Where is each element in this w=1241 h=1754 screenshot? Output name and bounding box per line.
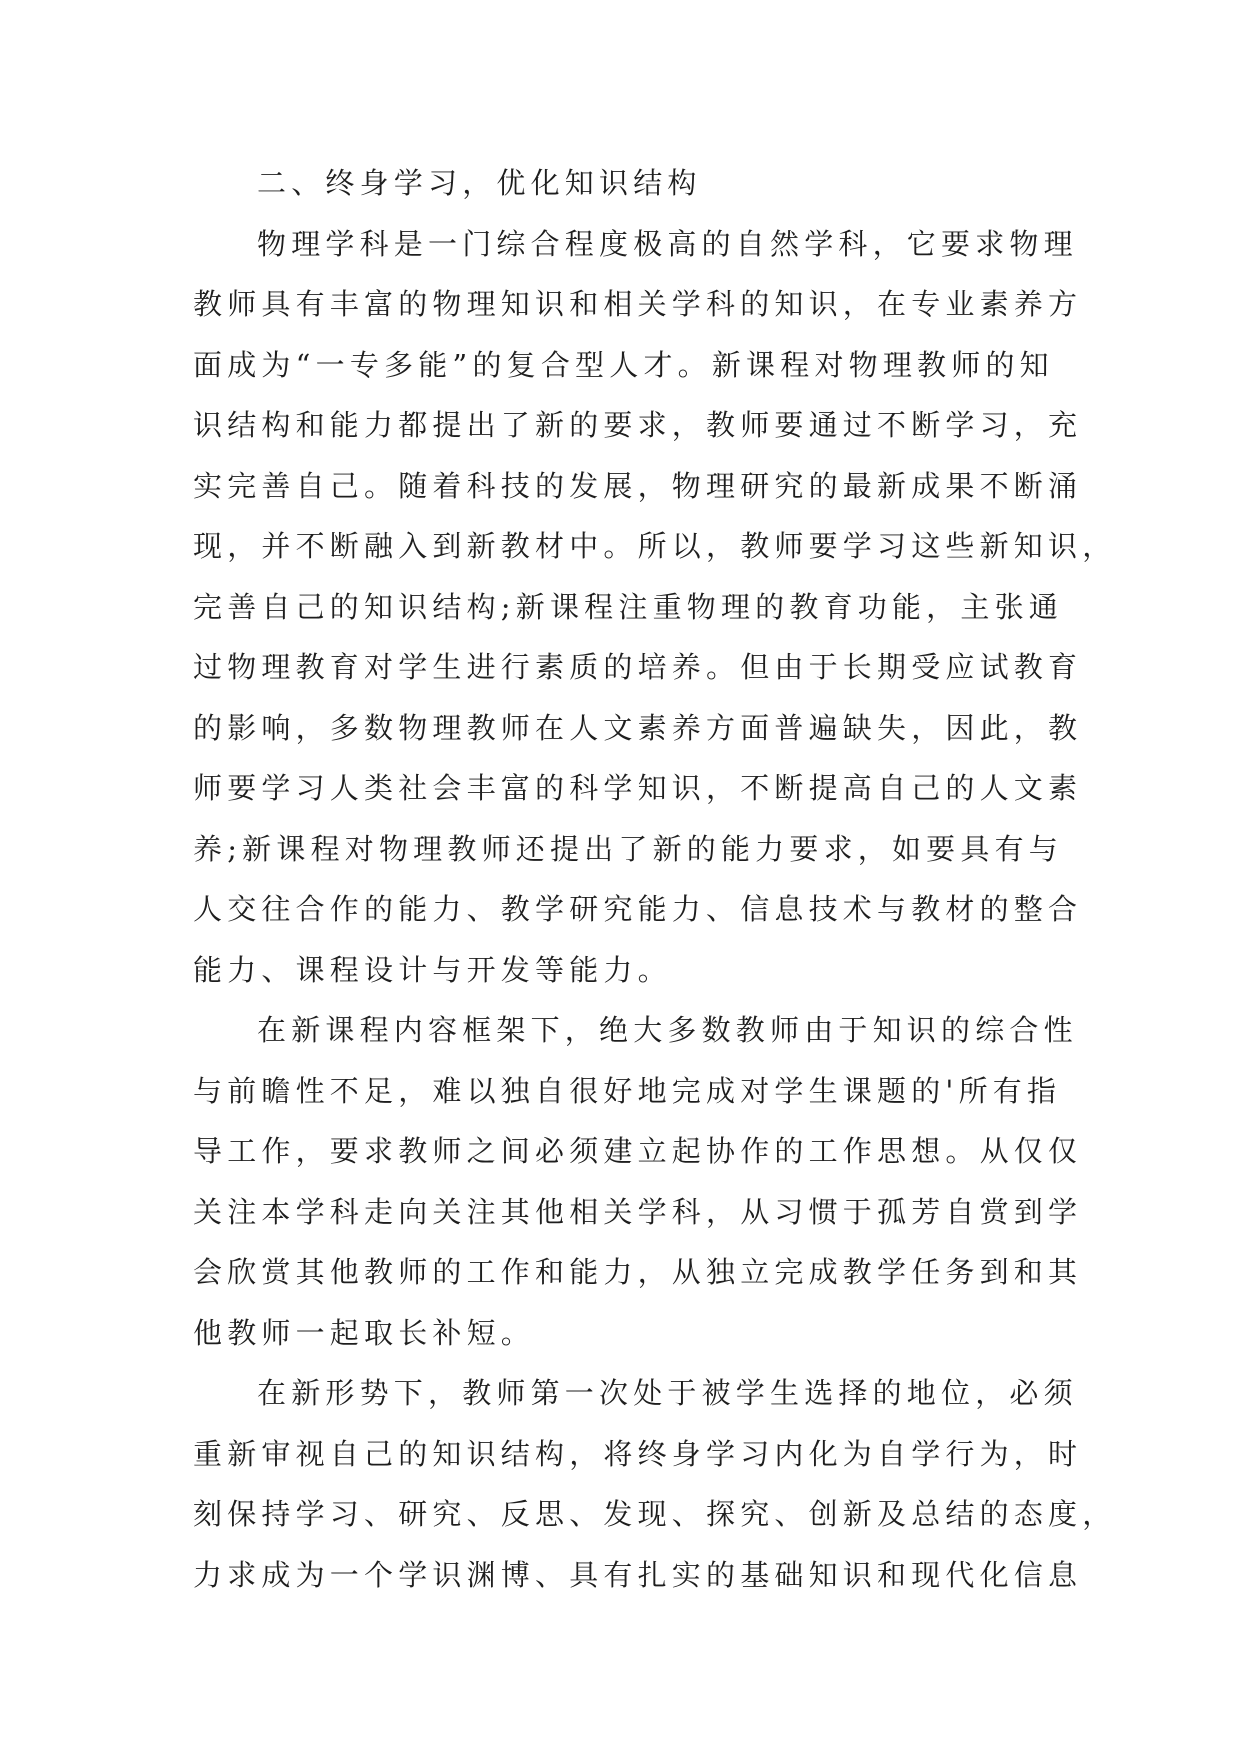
paragraph-2-line-2: 与前瞻性不足，难以独自很好地完成对学生课题的'所有指 [193,1073,1062,1108]
paragraph-2-line-6: 他教师一起取长补短。 [193,1315,536,1350]
paragraph-1-line-5: 实完善自己。随着科技的发展，物理研究的最新成果不断涌 [193,468,1083,503]
paragraph-2-line-5: 会欣赏其他教师的工作和能力，从独立完成教学任务到和其 [193,1255,1083,1289]
paragraph-1-line-3: 面成为“一专多能”的复合型人才。新课程对物理教师的知 [193,347,1054,382]
paragraph-1-line-13: 能力、课程设计与开发等能力。 [193,952,672,987]
paragraph-1-line-2: 教师具有丰富的物理知识和相关学科的知识，在专业素养方 [193,287,1083,321]
paragraph-3-line-1: 在新形势下，教师第一次处于被学生选择的地位，必须 [257,1376,1078,1410]
paragraph-1-line-11: 养;新课程对物理教师还提出了新的能力要求，如要具有与 [193,831,1063,866]
paragraph-1-line-1: 物理学科是一门综合程度极高的自然学科，它要求物理 [257,226,1078,261]
paragraph-1-line-10: 师要学习人类社会丰富的科学知识，不断提高自己的人文素 [193,771,1083,805]
paragraph-2-line-4: 关注本学科走向关注其他相关学科，从习惯于孤芳自赏到学 [193,1194,1083,1229]
section-heading: 二、终身学习，优化知识结构 [257,166,702,200]
paragraph-3-line-3: 刻保持学习、研究、反思、发现、探究、创新及总结的态度， [193,1497,1117,1531]
paragraph-1-line-9: 的影响，多数物理教师在人文素养方面普遍缺失，因此，教 [193,710,1083,745]
paragraph-3-line-2: 重新审视自己的知识结构，将终身学习内化为自学行为，时 [193,1436,1083,1471]
paragraph-1-line-6: 现，并不断融入到新教材中。所以，教师要学习这些新知识， [193,529,1117,563]
paragraph-1-line-4: 识结构和能力都提出了新的要求，教师要通过不断学习，充 [193,408,1083,442]
document-body [193,153,1117,1605]
paragraph-3-line-4: 力求成为一个学识渊博、具有扎实的基础知识和现代化信息 [193,1557,1083,1592]
paragraph-1-line-7: 完善自己的知识结构;新课程注重物理的教育功能，主张通 [193,589,1063,624]
paragraph-2-line-3: 导工作，要求教师之间必须建立起协作的工作思想。从仅仅 [193,1134,1083,1168]
paragraph-1-line-12: 人交往合作的能力、教学研究能力、信息技术与教材的整合 [193,892,1083,926]
paragraph-1-line-8: 过物理教育对学生进行素质的培养。但由于长期受应试教育 [193,650,1083,684]
paragraph-2-line-1: 在新课程内容框架下，绝大多数教师由于知识的综合性 [257,1013,1078,1047]
